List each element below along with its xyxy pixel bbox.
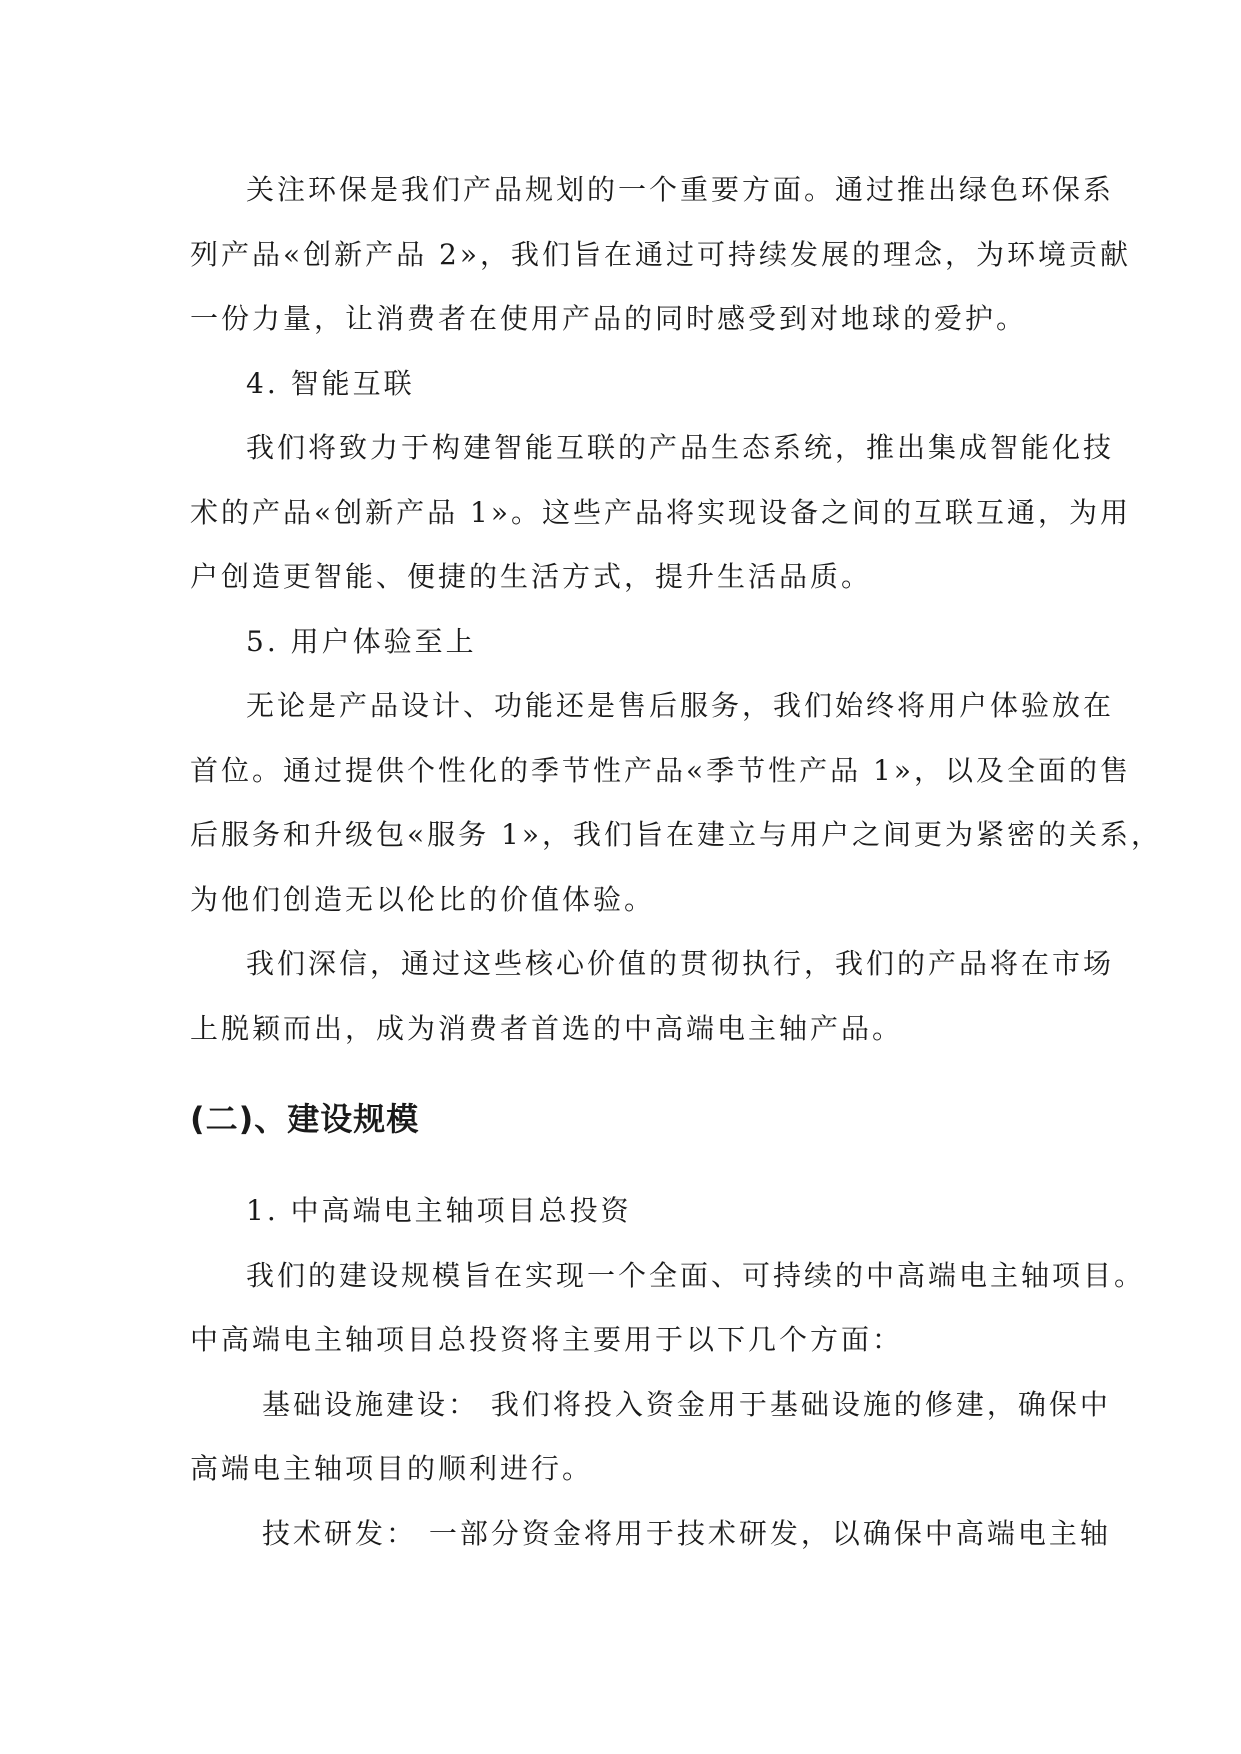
paragraph-environment-line-1: 关注环保是我们产品规划的一个重要方面。通过推出绿色环保系	[246, 173, 1115, 206]
document-page	[190, 158, 1162, 1566]
paragraph-conclusion-line-2: 上脱颖而出，成为消费者首选的中高端电主轴产品。	[190, 1011, 904, 1045]
paragraph-smart-line-2: 术的产品«创新产品 1»。这些产品将实现设备之间的互联互通，为用	[190, 495, 1131, 529]
section-heading: (二)、建设规模	[190, 1100, 420, 1138]
paragraph-experience-line-2: 首位。通过提供个性化的季节性产品«季节性产品 1»，以及全面的售	[190, 753, 1131, 787]
paragraph-conclusion-line-1: 我们深信，通过这些核心价值的贯彻执行，我们的产品将在市场	[246, 947, 1115, 980]
paragraph-environment-line-3: 一份力量，让消费者在使用产品的同时感受到对地球的爱护。	[190, 302, 1028, 335]
paragraph-scale-line-1: 我们的建设规模旨在实现一个全面、可持续的中高端电主轴项目。	[246, 1258, 1146, 1292]
paragraph-scale-line-2: 中高端电主轴项目总投资将主要用于以下几个方面：	[190, 1323, 904, 1356]
paragraph-infrastructure-line-1: 基础设施建设： 我们将投入资金用于基础设施的修建，确保中	[262, 1387, 1111, 1421]
list-item-user-experience: 5. 用户体验至上	[246, 624, 477, 658]
paragraph-experience-line-3: 后服务和升级包«服务 1»，我们旨在建立与用户之间更为紧密的关系，	[190, 818, 1162, 851]
list-item-smart-interconnect: 4. 智能互联	[246, 366, 415, 400]
paragraph-infrastructure-line-2: 高端电主轴项目的顺利进行。	[190, 1452, 594, 1485]
paragraph-experience-line-1: 无论是产品设计、功能还是售后服务，我们始终将用户体验放在	[246, 689, 1115, 722]
paragraph-rnd-line-1: 技术研发： 一部分资金将用于技术研发，以确保中高端电主轴	[262, 1516, 1111, 1550]
paragraph-environment-line-2: 列产品«创新产品 2»，我们旨在通过可持续发展的理念，为环境贡献	[190, 237, 1131, 271]
list-item-total-investment: 1. 中高端电主轴项目总投资	[246, 1194, 632, 1227]
paragraph-experience-line-4: 为他们创造无以伦比的价值体验。	[190, 882, 656, 916]
paragraph-smart-line-1: 我们将致力于构建智能互联的产品生态系统，推出集成智能化技	[246, 431, 1115, 464]
paragraph-smart-line-3: 户创造更智能、便捷的生活方式，提升生活品质。	[190, 560, 873, 593]
